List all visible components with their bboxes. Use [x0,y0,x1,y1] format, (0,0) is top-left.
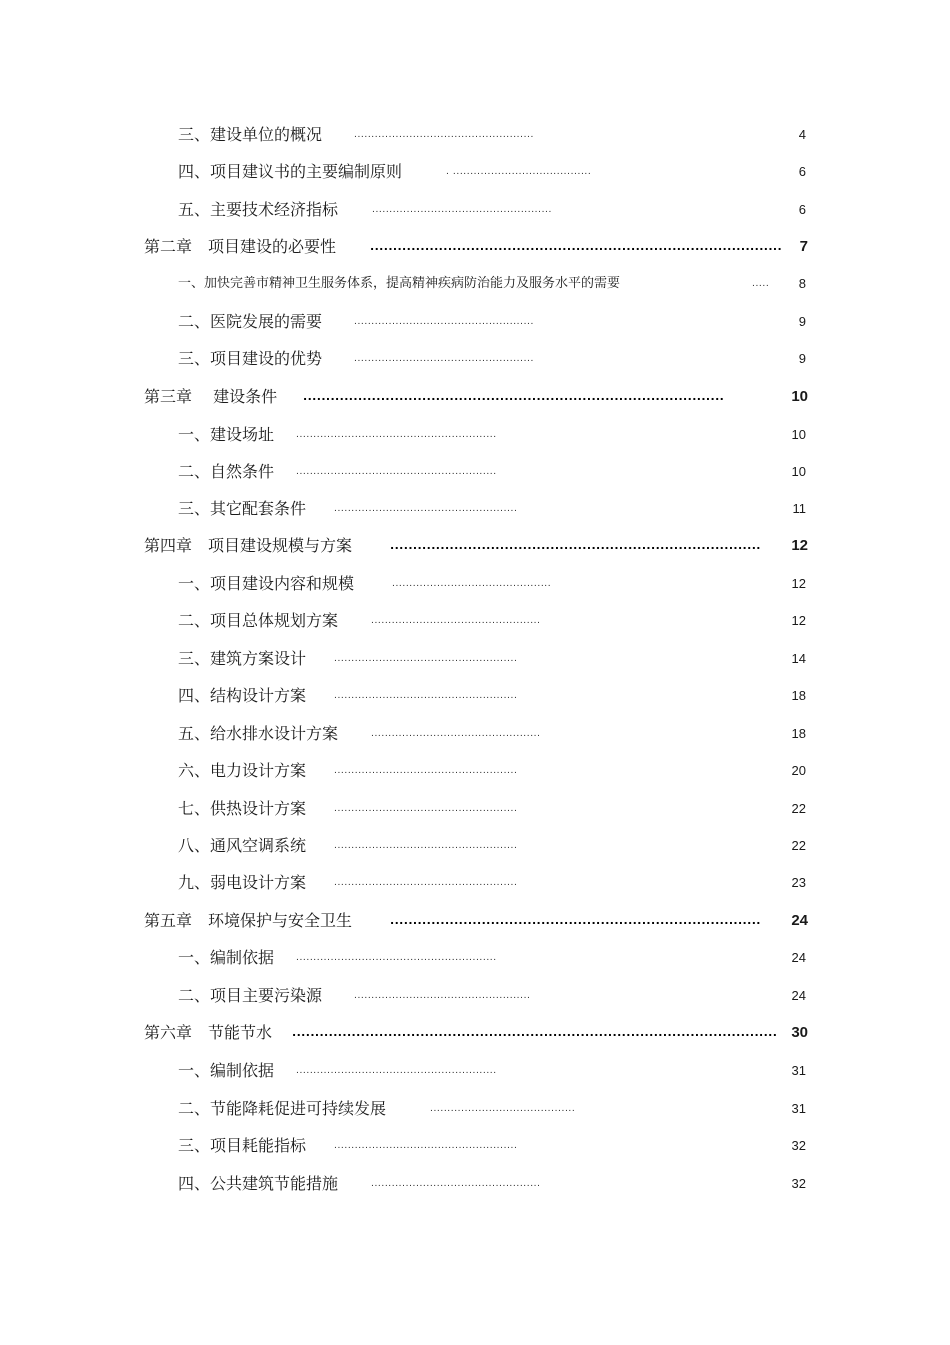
toc-entry-page: 24 [791,988,806,1003]
toc-entry-page: 24 [791,950,806,965]
toc-entry[interactable] [0,344,950,374]
toc-entry-title: 五、给水排水设计方案 [178,724,339,743]
toc-entry[interactable] [0,794,950,824]
toc-entry-page: 18 [791,688,806,703]
toc-entry-leader: .......................................................... [296,953,497,963]
toc-entry-leader: ................................................................................. [390,914,761,927]
toc-entry-leader: ..................................................... [334,504,518,514]
toc-entry-title: 三、项目建设的优势 [178,349,323,368]
toc-entry-page: 12 [791,613,806,628]
toc-entry-leader: ..................................................... [334,804,518,814]
toc-entry[interactable] [0,307,950,337]
toc-chapter-entry[interactable] [0,382,950,412]
toc-entry-page: 32 [791,1176,806,1191]
toc-entry-leader: ..................................................... [334,878,518,888]
toc-entry[interactable] [0,831,950,861]
toc-entry[interactable] [0,644,950,674]
toc-entry-page: 22 [791,838,806,853]
toc-entry[interactable] [0,120,950,150]
toc-entry-leader: ..................................................... [334,766,518,776]
toc-entry-leader: .......................................................... [296,1066,497,1076]
toc-entry-page: 24 [791,912,808,929]
toc-entry-title: 第五章 环境保护与安全卫生 [144,911,353,930]
toc-entry[interactable] [0,1131,950,1161]
toc-entry-title: 五、主要技术经济指标 [178,200,339,219]
toc-entry-leader: . ........................................ [446,167,592,177]
toc-entry[interactable] [0,457,950,487]
toc-entry-leader: ..................................................... [334,841,518,851]
toc-entry-leader: .................................................... [354,130,534,140]
toc-entry-leader: .................................................... [354,317,534,327]
toc-entry-page: 6 [798,164,806,179]
toc-entry-title: 第三章 建设条件 [144,387,278,406]
toc-entry-title: 二、医院发展的需要 [178,312,323,331]
toc-entry-leader: .............................................. [392,579,552,589]
toc-entry-leader: .................................................... [354,354,534,364]
toc-entry[interactable] [0,868,950,898]
toc-entry-page: 32 [791,1138,806,1153]
toc-entry-title: 第六章 节能节水 [144,1023,273,1042]
toc-entry-leader: ................................................................................. [390,539,761,552]
toc-entry-title: 一、项目建设内容和规模 [178,574,355,593]
toc-entry-title: 二、项目总体规划方案 [178,611,339,630]
toc-entry[interactable] [0,981,950,1011]
toc-chapter-entry[interactable] [0,906,950,936]
toc-entry-leader: ................................................. [371,729,541,739]
toc-entry-page: 4 [798,127,806,142]
toc-entry-page: 12 [791,576,806,591]
toc-entry-title: 二、自然条件 [178,462,275,481]
toc-entry-title: 一、加快完善市精神卫生服务体系，提高精神疾病防治能力及服务水平的需要 [178,276,621,291]
toc-entry[interactable] [0,1169,950,1199]
toc-entry-leader: .......................................... [430,1104,576,1114]
toc-entry-title: 三、其它配套条件 [178,499,307,518]
toc-entry-title: 二、节能降耗促进可持续发展 [178,1099,387,1118]
toc-entry-page: 11 [792,501,806,516]
toc-entry-title: 四、结构设计方案 [178,686,307,705]
toc-entry-title: 二、项目主要污染源 [178,986,323,1005]
toc-entry-leader: .......................................................................................... [370,240,783,253]
toc-entry[interactable] [0,681,950,711]
toc-entry-leader: ..................................................... [334,1141,518,1151]
toc-entry-title: 三、建设单位的概况 [178,125,323,144]
toc-entry-leader: ................................................. [371,1179,541,1189]
toc-entry-page: 30 [791,1024,808,1041]
toc-entry-page: 7 [799,238,808,255]
toc-entry[interactable] [0,719,950,749]
toc-entry-page: 23 [791,875,806,890]
toc-entry-page: 18 [791,726,806,741]
toc-entry-title: 六、电力设计方案 [178,761,307,780]
toc-entry-title: 四、公共建筑节能措施 [178,1174,339,1193]
toc-entry-page: 9 [798,351,806,366]
toc-entry-leader: ............................................................................................ [303,390,725,403]
toc-entry-title: 三、项目耗能指标 [178,1136,307,1155]
toc-entry-title: 第二章 项目建设的必要性 [144,237,337,256]
toc-entry-title: 第四章 项目建设规模与方案 [144,536,353,555]
toc-entry-leader: ................................................... [354,991,531,1001]
toc-entry[interactable] [0,606,950,636]
toc-entry-leader: .......................................................................................................... [292,1026,778,1039]
toc-entry[interactable] [0,157,950,187]
toc-entry[interactable] [0,1056,950,1086]
toc-entry-leader: .......................................................... [296,430,497,440]
toc-entry-title: 八、通风空调系统 [178,836,307,855]
toc-entry[interactable] [0,1094,950,1124]
toc-entry-page: 22 [791,801,806,816]
toc-entry-title: 四、项目建议书的主要编制原则 [178,162,403,181]
toc-entry-page: 10 [791,427,806,442]
toc-entry-title: 七、供热设计方案 [178,799,307,818]
toc-entry-page: 10 [791,464,806,479]
toc-entry[interactable] [0,756,950,786]
toc-entry-page: 12 [791,537,808,554]
toc-entry[interactable] [0,494,950,524]
toc-entry-page: 20 [791,763,806,778]
toc-entry[interactable] [0,195,950,225]
toc-entry[interactable] [0,420,950,450]
toc-entry-page: 8 [798,276,806,291]
toc-entry[interactable] [0,569,950,599]
toc-entry-page: 10 [791,388,808,405]
toc-entry-leader: ..... [752,279,770,289]
toc-entry-title: 一、建设场址 [178,425,275,444]
toc-entry[interactable] [0,943,950,973]
toc-entry-page: 9 [798,314,806,329]
toc-entry-leader: .................................................... [372,205,552,215]
toc-entry-title: 九、弱电设计方案 [178,873,307,892]
toc-entry-page: 31 [791,1101,806,1116]
toc-entry[interactable] [0,269,950,299]
toc-entry-leader: ..................................................... [334,654,518,664]
toc-chapter-entry[interactable] [0,1018,950,1048]
toc-chapter-entry[interactable] [0,232,950,262]
toc-entry-page: 31 [791,1063,806,1078]
toc-entry-leader: .......................................................... [296,467,497,477]
toc-entry-leader: ..................................................... [334,691,518,701]
toc-entry-title: 三、建筑方案设计 [178,649,307,668]
toc-entry-leader: ................................................. [371,616,541,626]
toc-entry-page: 14 [791,651,806,666]
toc-chapter-entry[interactable] [0,531,950,561]
toc-entry-title: 一、编制依据 [178,1061,275,1080]
toc-entry-page: 6 [798,202,806,217]
toc-entry-title: 一、编制依据 [178,948,275,967]
